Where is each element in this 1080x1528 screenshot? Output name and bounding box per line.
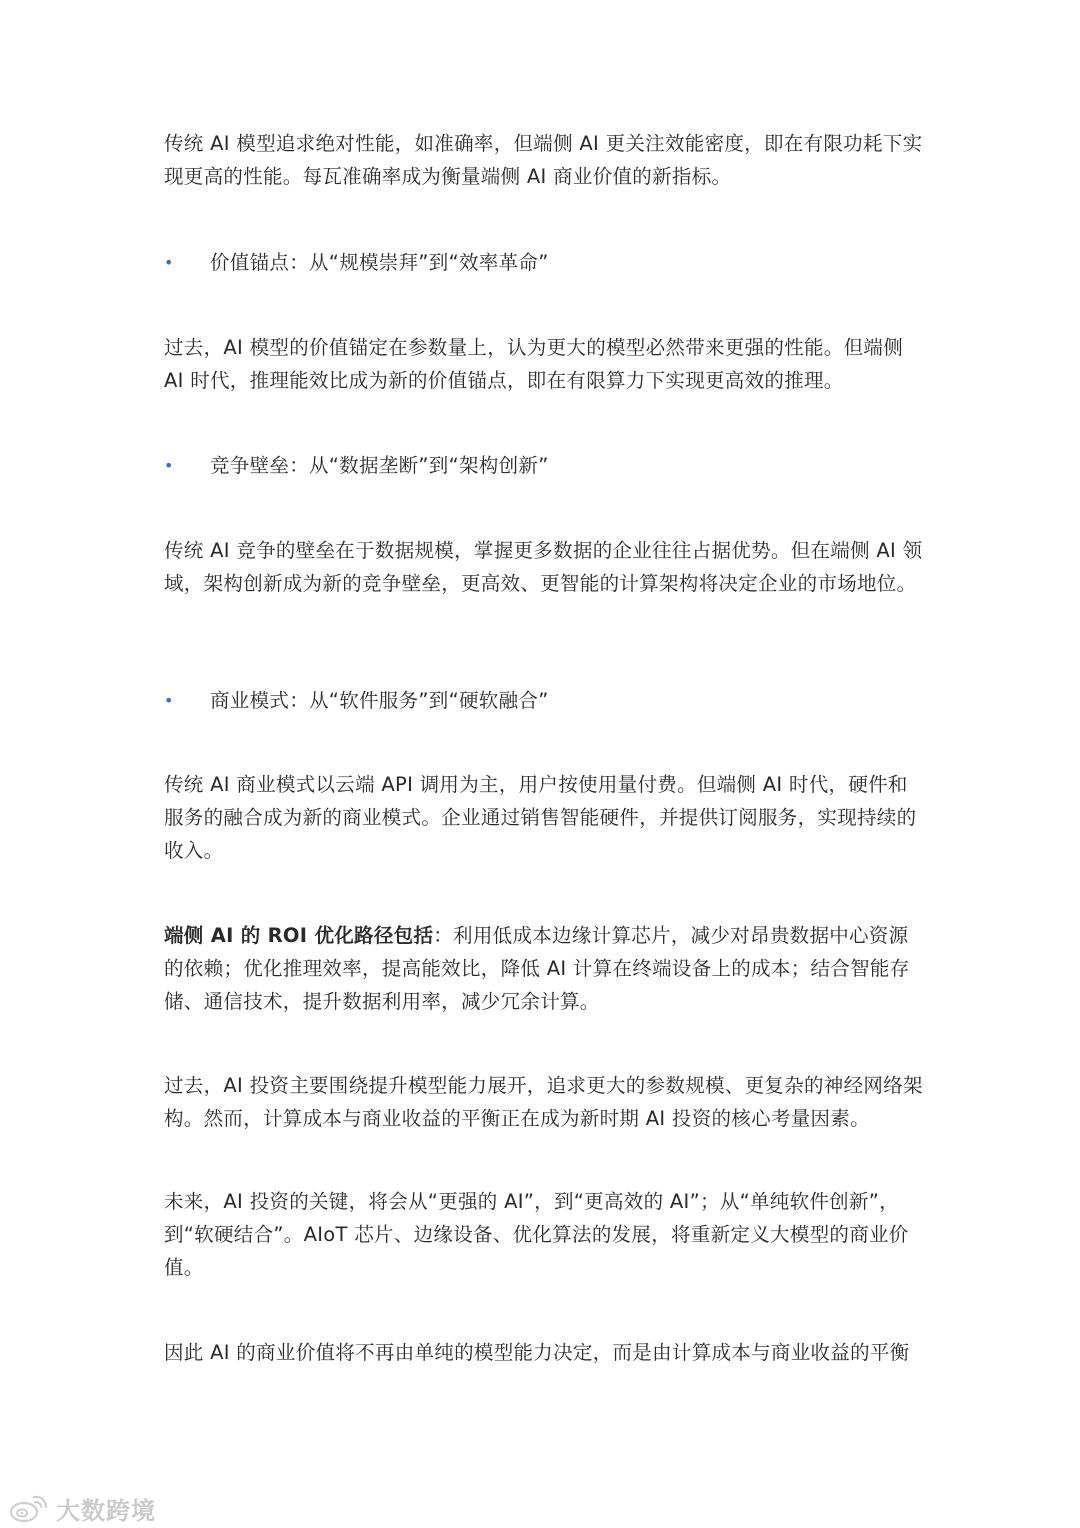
weibo-logo-icon [8,1491,52,1525]
bullet-dot: • [164,691,174,710]
watermark-text: 大数跨境 [56,1496,156,1525]
bullet-label: 价值锚点：从“规模崇拜”到“效率革命” [210,251,549,274]
paragraph-business-model: 传统 AI 商业模式以云端 API 调用为主，用户按使用量付费。但端侧 AI 时代，硬件和服务的融合成为新的商业模式。企业通过销售智能硬件，并提供订阅服务，实现持续的收入。 [164,773,917,862]
bullet-label: 商业模式：从“软件服务”到“硬软融合” [210,689,549,712]
bullet-dot: • [164,253,174,272]
paragraph-investment-past: 过去，AI 投资主要围绕提升模型能力展开，追求更大的参数规模、更复杂的神经网络架构。然而，计算成本与商业收益的平衡正在成为新时期 AI 投资的核心考量因素。 [164,1074,923,1130]
paragraph-conclusion: 因此 AI 的商业价值将不再由单纯的模型能力决定，而是由计算成本与商业收益的平衡 [164,1341,910,1364]
paragraph-investment-future: 未来，AI 投资的关键，将会从“更强的 AI”，到“更高效的 AI”；从“单纯软件创新”，到“软硬结合”。AIoT 芯片、边缘设备、优化算法的发展，将重新定义大模型的商业价值。 [164,1190,909,1279]
bullet-label: 竞争壁垒：从“数据垄断”到“架构创新” [210,454,549,477]
paragraph-efficiency-density: 传统 AI 模型追求绝对性能，如准确率，但端侧 AI 更关注效能密度，即在有限功耗下实现更高的性能。每瓦准确率成为衡量端侧 AI 商业价值的新指标。 [164,132,923,188]
roi-body: ：利用低成本边缘计算芯片，减少对昂贵数据中心资源的依赖；优化推理效率，提高能效比，降低 AI 计算在终端设备上的成本；结合智能存储、通信技术，提升数据利用率，减少冗余计算。 [164,924,910,1013]
paragraph-roi-path [164,919,924,1018]
paragraph-value-anchor: 过去，AI 模型的价值锚定在参数量上，认为更大的模型必然带来更强的性能。但端侧 AI 时代，推理能效比成为新的价值锚点，即在有限算力下实现更高效的推理。 [164,336,903,392]
roi-heading: 端侧 AI 的 ROI 优化路径包括 [164,924,434,947]
watermark [8,1488,156,1528]
paragraph-competitive-barrier: 传统 AI 竞争的壁垒在于数据规模，掌握更多数据的企业往往占据优势。但在端侧 AI 领域，架构创新成为新的竞争壁垒，更高效、更智能的计算架构将决定企业的市场地位。 [164,539,923,595]
bullet-dot: • [164,456,174,475]
